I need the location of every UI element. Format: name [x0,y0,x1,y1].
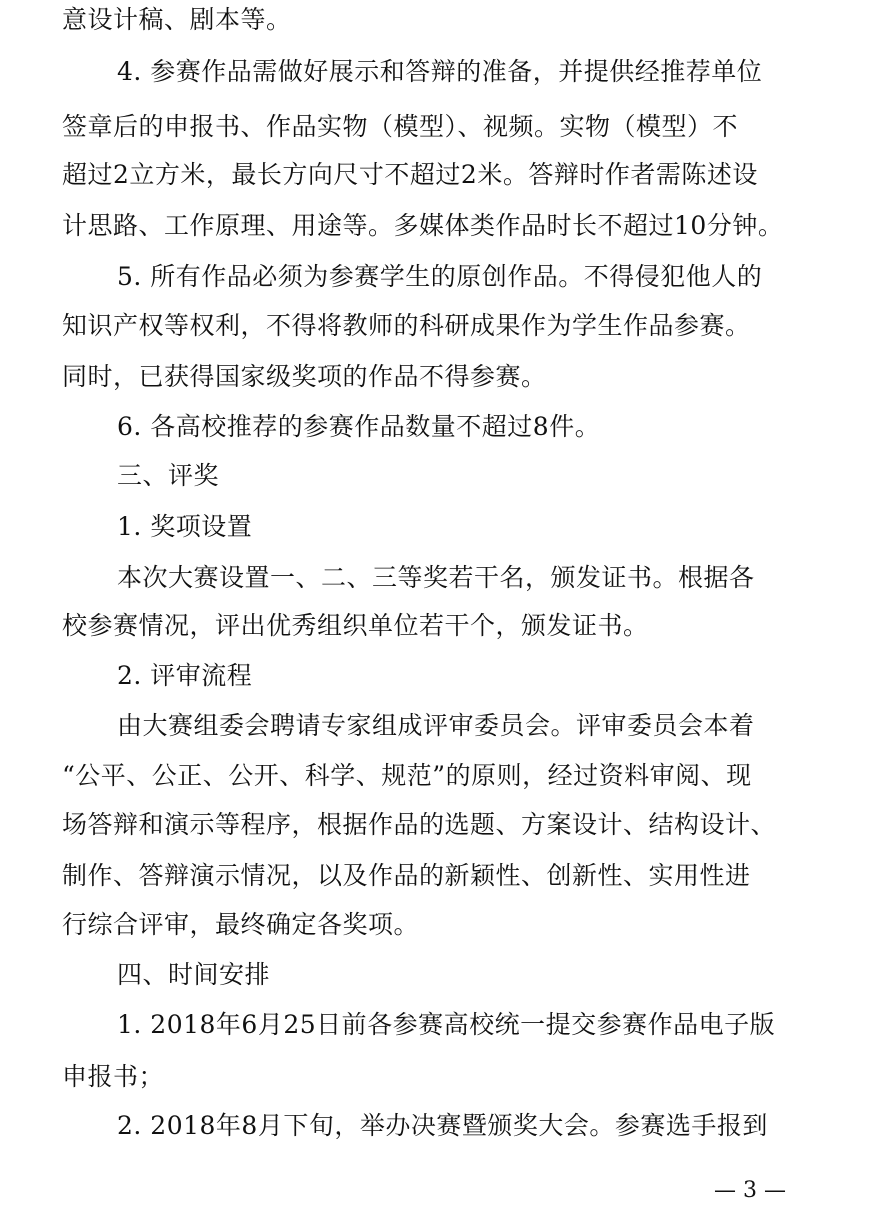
text-line-23: 2. 2018年8月下旬，举办决赛暨颁奖大会。参赛选手报到 [117,1111,768,1140]
text-line-7: 知识产权等权利，不得将教师的科研成果作为学生作品参赛。 [62,311,751,340]
text-line-16: “公平、公正、公开、科学、规范”的原则，经过资料审阅、现 [62,761,752,790]
page-number: — 3 — [714,1178,786,1203]
subheading-review-process: 2. 评审流程 [117,661,253,690]
text-line-21: 1. 2018年6月25日前各参赛高校统一提交参赛作品电子版 [117,1010,776,1039]
text-line-6: 5. 所有作品必须为参赛学生的原创作品。不得侵犯他人的 [117,262,763,291]
text-line-3: 签章后的申报书、作品实物（模型）、视频。实物（模型）不 [62,112,739,141]
text-line-18: 制作、答辩演示情况，以及作品的新颖性、创新性、实用性进 [62,861,751,890]
text-line-15: 由大赛组委会聘请专家组成评审委员会。评审委员会本着 [117,711,755,740]
text-line-12: 本次大赛设置一、二、三等奖若干名，颁发证书。根据各 [117,563,755,592]
text-line-22: 申报书； [62,1062,165,1091]
text-line-13: 校参赛情况，评出优秀组织单位若干个，颁发证书。 [62,611,649,640]
section-heading-awards: 三、评奖 [117,461,220,490]
text-line-9: 6. 各高校推荐的参赛作品数量不超过8件。 [117,412,601,441]
text-line-1: 意设计稿、剧本等。 [62,5,292,34]
text-line-5: 计思路、工作原理、用途等。多媒体类作品时长不超过10分钟。 [62,211,784,240]
text-line-8: 同时，已获得国家级奖项的作品不得参赛。 [62,362,547,391]
section-heading-schedule: 四、时间安排 [117,960,271,989]
text-line-2: 4. 参赛作品需做好展示和答辩的准备，并提供经推荐单位 [117,57,763,86]
text-line-17: 场答辩和演示等程序，根据作品的选题、方案设计、结构设计、 [62,810,777,839]
subheading-award-settings: 1. 奖项设置 [117,512,253,541]
text-line-19: 行综合评审，最终确定各奖项。 [62,910,420,939]
text-line-4: 超过2立方米，最长方向尺寸不超过2米。答辩时作者需陈述设 [62,160,758,189]
